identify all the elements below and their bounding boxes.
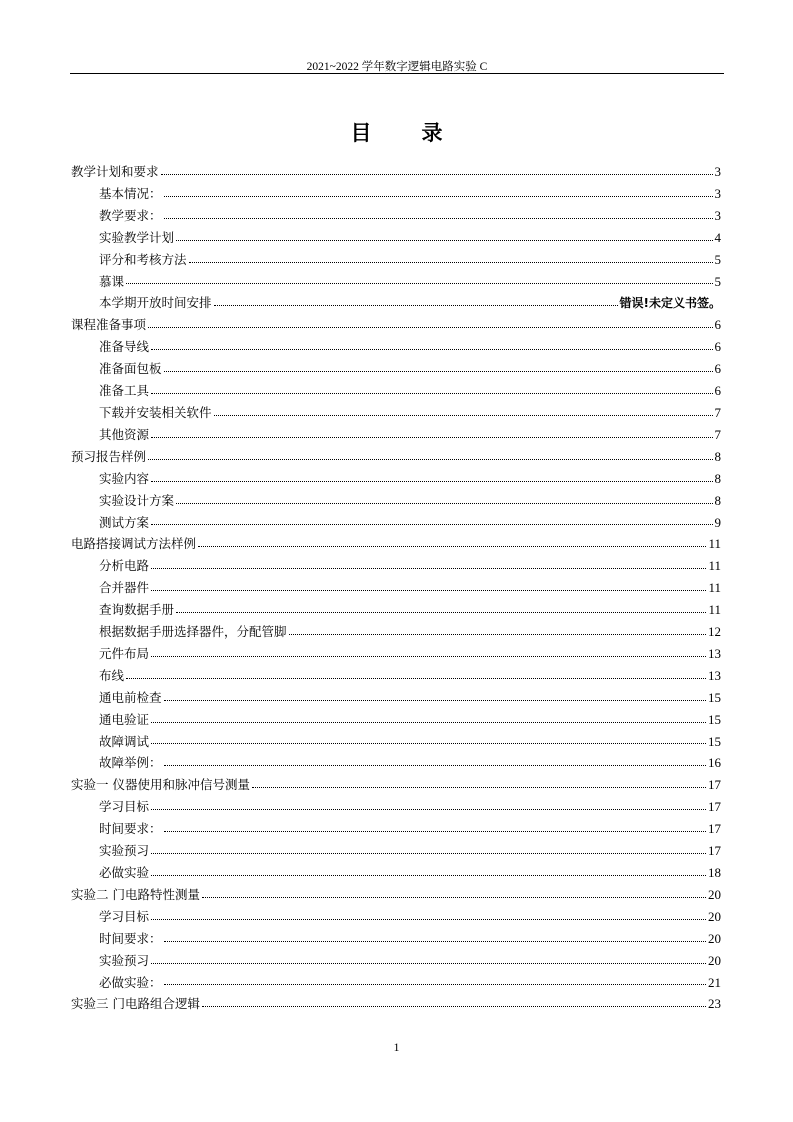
toc-entry-label: 根据数据手册选择器件，分配管脚 xyxy=(99,624,287,640)
toc-entry-label: 故障举例： xyxy=(99,755,162,771)
toc-entry-label: 电路搭接调试方法样例 xyxy=(71,536,197,552)
toc-entry-page: 7 xyxy=(714,426,721,442)
toc-leader-dots xyxy=(151,919,706,920)
toc-leader-dots xyxy=(252,787,706,788)
toc-entry[interactable] xyxy=(71,731,721,753)
toc-entry[interactable] xyxy=(71,161,721,183)
toc-leader-dots xyxy=(176,503,712,504)
toc-leader-dots xyxy=(176,612,706,613)
toc-entry[interactable] xyxy=(71,533,721,555)
toc-entry[interactable] xyxy=(71,621,721,643)
toc-entry[interactable] xyxy=(71,358,721,380)
toc-entry-page: 8 xyxy=(714,492,721,508)
toc-leader-dots xyxy=(151,743,706,744)
toc-leader-dots xyxy=(126,678,706,679)
toc-entry[interactable] xyxy=(71,709,721,731)
toc-entry[interactable] xyxy=(71,774,721,796)
toc-entry-page: 21 xyxy=(708,974,721,990)
toc-entry[interactable] xyxy=(71,950,721,972)
table-of-contents xyxy=(71,161,721,1015)
toc-leader-dots xyxy=(202,897,706,898)
toc-entry[interactable] xyxy=(71,402,721,424)
toc-leader-dots xyxy=(161,174,713,175)
toc-entry[interactable] xyxy=(71,972,721,994)
toc-entry-page: 7 xyxy=(714,404,721,420)
toc-entry[interactable] xyxy=(71,271,721,293)
toc-leader-dots xyxy=(214,415,713,416)
toc-entry[interactable] xyxy=(71,993,721,1015)
toc-entry[interactable] xyxy=(71,336,721,358)
toc-title-right: 录 xyxy=(421,121,443,145)
toc-entry-label: 下载并安装相关软件 xyxy=(99,404,212,420)
toc-entry-page: 17 xyxy=(708,843,721,859)
toc-entry-page-error: 错误!未定义书签。 xyxy=(619,296,721,311)
toc-entry-page: 11 xyxy=(708,602,721,618)
toc-entry[interactable] xyxy=(71,424,721,446)
toc-entry[interactable] xyxy=(71,665,721,687)
toc-entry-label: 实验预习 xyxy=(99,952,150,968)
toc-leader-dots xyxy=(151,963,706,964)
toc-entry-label: 本学期开放时间安排 xyxy=(99,295,212,311)
toc-entry-label: 其他资源 xyxy=(99,426,150,442)
toc-entry-page: 11 xyxy=(708,580,721,596)
toc-leader-dots xyxy=(151,481,712,482)
toc-entry[interactable] xyxy=(71,687,721,709)
toc-leader-dots xyxy=(176,240,712,241)
toc-entry-label: 准备面包板 xyxy=(99,361,162,377)
toc-entry-page: 15 xyxy=(708,711,721,727)
toc-leader-dots xyxy=(198,546,706,547)
toc-entry-page: 3 xyxy=(714,164,721,179)
toc-entry[interactable] xyxy=(71,884,721,906)
toc-entry[interactable] xyxy=(71,380,721,402)
toc-entry-label: 准备导线 xyxy=(99,339,150,355)
toc-entry-label: 实验设计方案 xyxy=(99,492,175,508)
page-number: 1 xyxy=(393,1040,400,1054)
toc-leader-dots xyxy=(126,283,712,284)
toc-leader-dots xyxy=(148,327,712,328)
toc-entry-page: 9 xyxy=(714,514,721,530)
toc-title-left: 目 xyxy=(350,121,372,145)
toc-entry-label: 通电前检查 xyxy=(99,689,162,705)
toc-entry-page: 20 xyxy=(708,952,721,968)
toc-entry-page: 6 xyxy=(714,339,721,355)
toc-leader-dots xyxy=(151,568,706,569)
toc-entry-label: 测试方案 xyxy=(99,514,150,530)
toc-entry-page: 20 xyxy=(708,886,721,902)
toc-entry-page: 6 xyxy=(714,383,721,399)
toc-entry-label: 时间要求： xyxy=(99,930,162,946)
toc-entry-label: 学习目标 xyxy=(99,908,150,924)
toc-entry[interactable] xyxy=(71,752,721,774)
toc-entry-label: 必做实验： xyxy=(99,974,162,990)
toc-entry-page: 6 xyxy=(714,361,721,377)
toc-entry-page: 20 xyxy=(708,908,721,924)
toc-entry-label: 分析电路 xyxy=(99,558,150,574)
toc-entry-label: 实验预习 xyxy=(99,843,150,859)
toc-entry[interactable] xyxy=(71,840,721,862)
toc-entry[interactable] xyxy=(71,555,721,577)
toc-leader-dots xyxy=(164,371,713,372)
toc-entry-label: 实验三 门电路组合逻辑 xyxy=(71,996,200,1012)
toc-entry-label: 通电验证 xyxy=(99,711,150,727)
toc-leader-dots xyxy=(151,524,712,525)
toc-entry-label: 实验内容 xyxy=(99,470,150,486)
toc-leader-dots xyxy=(164,218,713,219)
toc-entry-label: 查询数据手册 xyxy=(99,602,175,618)
toc-entry-page: 11 xyxy=(708,536,721,552)
toc-leader-dots xyxy=(189,262,713,263)
toc-entry-label: 实验一 仪器使用和脉冲信号测量 xyxy=(71,777,250,793)
toc-entry-label: 准备工具 xyxy=(99,383,150,399)
toc-entry-page: 18 xyxy=(708,865,721,880)
header-rule xyxy=(70,73,724,74)
toc-entry-label: 必做实验 xyxy=(99,865,150,880)
toc-entry-page: 23 xyxy=(708,996,721,1012)
toc-leader-dots xyxy=(289,634,706,635)
toc-entry[interactable] xyxy=(71,862,721,884)
toc-entry[interactable] xyxy=(71,577,721,599)
toc-entry-page: 6 xyxy=(714,317,721,333)
toc-entry-label: 评分和考核方法 xyxy=(99,251,187,267)
toc-entry[interactable] xyxy=(71,906,721,928)
toc-leader-dots xyxy=(214,305,618,306)
toc-entry[interactable] xyxy=(71,227,721,249)
toc-entry[interactable] xyxy=(71,205,721,227)
toc-leader-dots xyxy=(151,656,706,657)
toc-entry-page: 11 xyxy=(708,558,721,574)
toc-leader-dots xyxy=(151,722,706,723)
toc-entry[interactable] xyxy=(71,292,721,314)
toc-leader-dots xyxy=(148,459,712,460)
toc-entry-page: 13 xyxy=(708,667,721,683)
toc-entry-page: 13 xyxy=(708,645,721,661)
toc-entry[interactable] xyxy=(71,249,721,271)
toc-entry-label: 故障调试 xyxy=(99,733,150,749)
toc-entry-page: 15 xyxy=(708,733,721,749)
toc-entry-page: 8 xyxy=(714,470,721,486)
toc-entry[interactable] xyxy=(71,599,721,621)
toc-leader-dots xyxy=(164,831,706,832)
toc-leader-dots xyxy=(151,437,712,438)
toc-leader-dots xyxy=(164,700,706,701)
toc-title xyxy=(0,117,793,147)
toc-leader-dots xyxy=(164,941,706,942)
toc-entry[interactable] xyxy=(71,796,721,818)
toc-leader-dots xyxy=(151,809,706,810)
toc-leader-dots xyxy=(151,590,706,591)
toc-leader-dots xyxy=(164,984,706,985)
toc-entry-label: 合并器件 xyxy=(99,580,150,596)
toc-entry-page: 3 xyxy=(714,185,721,201)
toc-entry[interactable] xyxy=(71,643,721,665)
toc-entry-label: 时间要求： xyxy=(99,821,162,837)
toc-entry[interactable] xyxy=(71,512,721,534)
toc-entry-page: 16 xyxy=(708,755,721,771)
toc-entry-label: 慕课 xyxy=(99,273,125,289)
toc-entry-page: 4 xyxy=(714,229,721,245)
toc-entry-label: 课程准备事项 xyxy=(71,317,147,333)
toc-entry-label: 教学计划和要求 xyxy=(71,164,159,179)
toc-entry-label: 布线 xyxy=(99,667,125,683)
toc-entry[interactable] xyxy=(71,446,721,468)
toc-entry-page: 17 xyxy=(708,821,721,837)
toc-entry-page: 12 xyxy=(708,624,721,640)
toc-entry-page: 5 xyxy=(714,251,721,267)
toc-entry-page: 15 xyxy=(708,689,721,705)
page-header: 2021~2022 学年数字逻辑电路实验 C xyxy=(306,61,488,73)
toc-entry[interactable] xyxy=(71,468,721,490)
toc-entry-label: 实验二 门电路特性测量 xyxy=(71,886,200,902)
toc-entry-label: 教学要求： xyxy=(99,207,162,223)
toc-leader-dots xyxy=(151,393,712,394)
toc-entry[interactable] xyxy=(71,928,721,950)
toc-entry-label: 预习报告样例 xyxy=(71,448,147,464)
toc-entry-page: 17 xyxy=(708,799,721,815)
toc-entry[interactable] xyxy=(71,818,721,840)
toc-leader-dots xyxy=(151,875,706,876)
toc-leader-dots xyxy=(202,1006,706,1007)
toc-leader-dots xyxy=(151,853,706,854)
toc-entry-label: 基本情况： xyxy=(99,185,162,201)
toc-entry-page: 17 xyxy=(708,777,721,793)
toc-entry-label: 学习目标 xyxy=(99,799,150,815)
toc-entry-page: 3 xyxy=(714,207,721,223)
toc-entry-page: 5 xyxy=(714,273,721,289)
toc-entry-page: 20 xyxy=(708,930,721,946)
toc-entry[interactable] xyxy=(71,314,721,336)
toc-entry[interactable] xyxy=(71,490,721,512)
toc-leader-dots xyxy=(151,349,712,350)
toc-entry[interactable] xyxy=(71,183,721,205)
toc-entry-label: 元件布局 xyxy=(99,645,150,661)
toc-leader-dots xyxy=(164,765,706,766)
toc-entry-label: 实验教学计划 xyxy=(99,229,175,245)
toc-entry-page: 8 xyxy=(714,448,721,464)
toc-leader-dots xyxy=(164,196,713,197)
